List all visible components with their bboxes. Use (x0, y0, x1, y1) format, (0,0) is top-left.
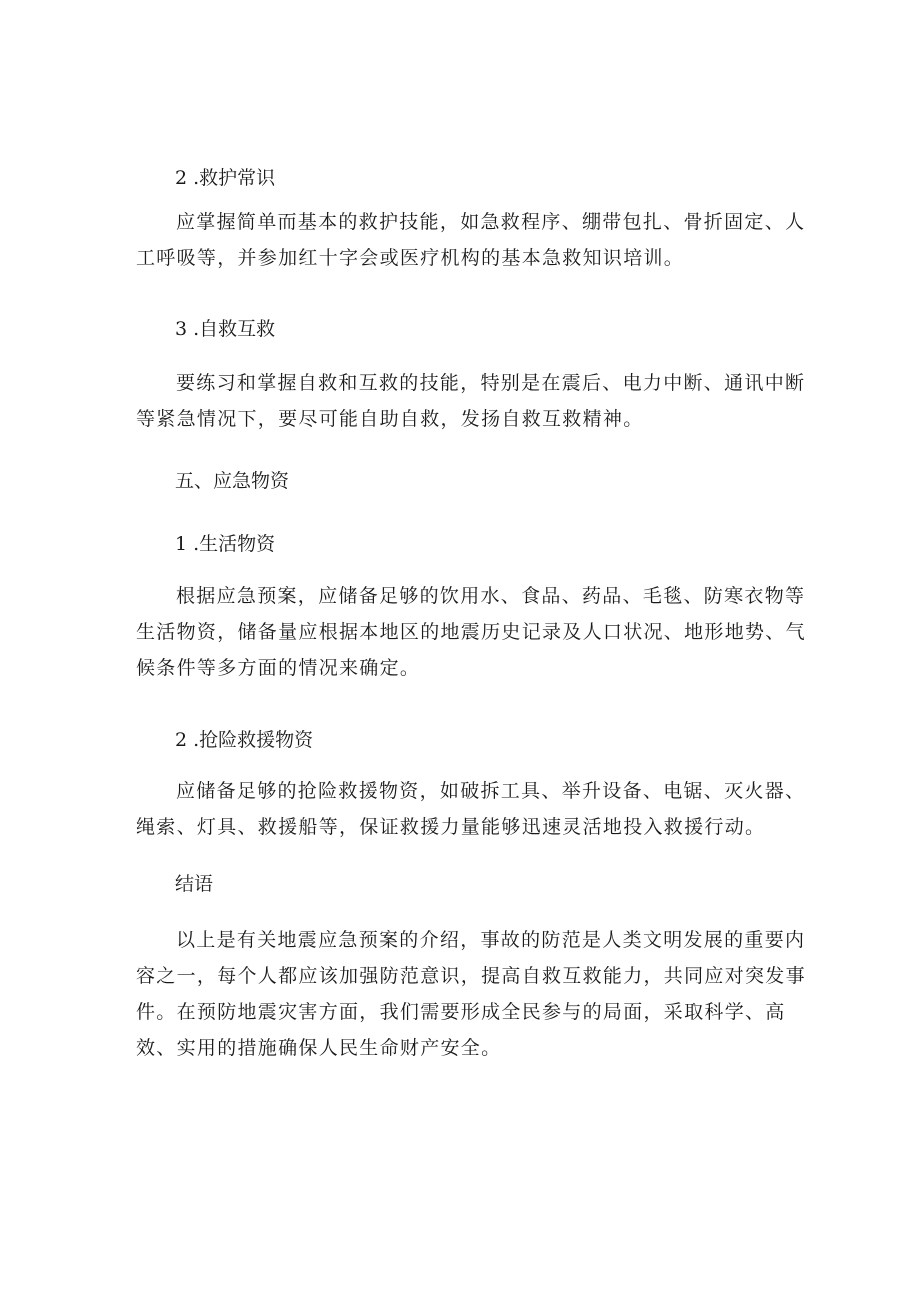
paragraph-rescue-knowledge: 应掌握简单而基本的救护技能，如急救程序、绷带包扎、骨折固定、人工呼吸等，并参加红十字会或医疗机构的基本急救知识培训。 (136, 211, 806, 269)
paragraph-living-supplies: 根据应急预案，应储备足够的饮用水、食品、药品、毛毯、防寒衣物等生活物资，储备量应根据本地区的地震历史记录及人口状况、地形地势、气候条件等多方面的情况来确定。 (136, 585, 806, 679)
paragraph-conclusion: 以上是有关地震应急预案的介绍，事故的防范是人类文明发展的重要内容之一，每个人都应该加强防范意识，提高自救互救能力，共同应对突发事件。在预防地震灾害方面，我们需要形成全民参与的局面，采取科学、高效、实用的措施确保人民生命财产安全。 (136, 929, 806, 1059)
heading-rescue-supplies: 2 .抢险救援物资 (175, 729, 314, 751)
paragraph-self-rescue: 要练习和掌握自救和互救的技能，特别是在震后、电力中断、通讯中断等紧急情况下，要尽可能自助自救，发扬自救互救精神。 (136, 372, 806, 430)
heading-rescue-knowledge: 2 .救护常识 (175, 167, 276, 189)
heading-self-rescue: 3 .自救互救 (175, 318, 276, 340)
heading-conclusion: 结语 (175, 873, 214, 895)
heading-emergency-supplies: 五、应急物资 (175, 470, 290, 492)
heading-living-supplies: 1 .生活物资 (175, 533, 276, 555)
paragraph-rescue-supplies: 应储备足够的抢险救援物资，如破拆工具、举升设备、电锯、灭火器、绳索、灯具、救援船等，保证救援力量能够迅速灵活地投入救援行动。 (136, 780, 806, 838)
